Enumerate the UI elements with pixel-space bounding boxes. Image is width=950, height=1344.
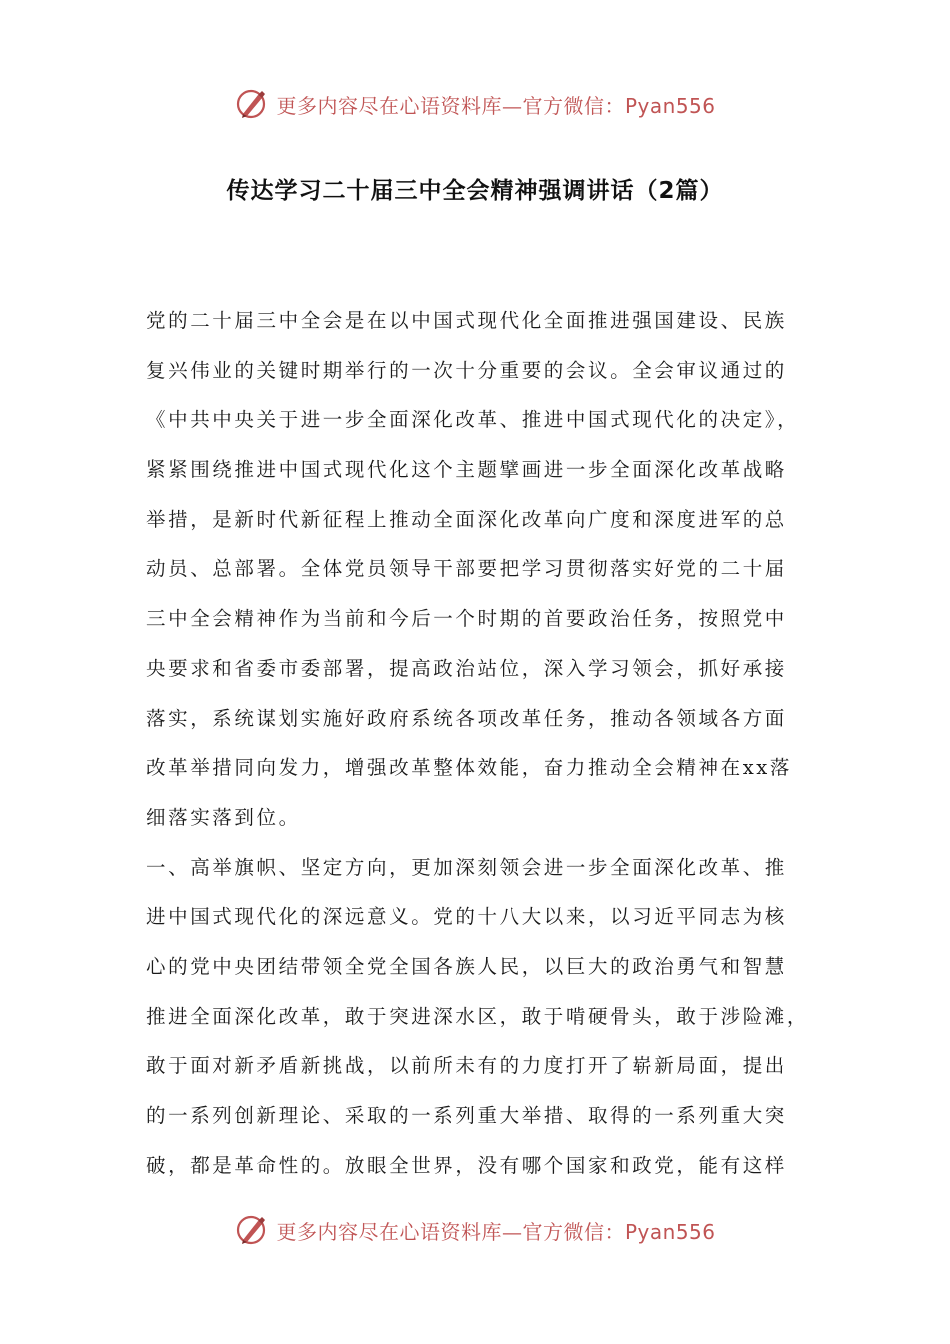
body-line: 的一系列创新理论、采取的一系列重大举措、取得的一系列重大突	[146, 1104, 787, 1127]
pen-logo-icon	[234, 86, 270, 122]
body-line: 落实，系统谋划实施好政府系统各项改革任务，推动各领域各方面	[146, 706, 787, 730]
body-line: 破，都是革命性的。放眼全世界，没有哪个国家和政党，能有这样	[146, 1153, 787, 1177]
body-line: 心的党中央团结带领全党全国各族人民，以巨大的政治勇气和智慧	[146, 954, 787, 978]
footer-banner-wechat-id: Pyan556	[624, 1219, 716, 1244]
body-line: 紧紧围绕推进中国式现代化这个主题擘画进一步全面深化改革战略	[146, 458, 787, 482]
body-line: 细落实落到位。	[146, 805, 301, 829]
body-line: 动员、总部署。全体党员领导干部要把学习贯彻落实好党的二十届	[146, 557, 787, 581]
header-watermark-banner	[0, 82, 950, 126]
body-line: 改革举措同向发力，增强改革整体效能，奋力推动全会精神在xx落	[146, 756, 792, 780]
body-line: 三中全会精神作为当前和今后一个时期的首要政治任务，按照党中	[146, 607, 787, 631]
body-line: 敢于面对新矛盾新挑战，以前所未有的力度打开了崭新局面，提出	[146, 1054, 787, 1078]
header-banner-wechat-id: Pyan556	[624, 93, 716, 118]
document-title: 传达学习二十届三中全会精神强调讲话（2篇）	[226, 178, 724, 204]
footer-banner-text	[276, 1216, 715, 1245]
body-line: 一、高举旗帜、坚定方向，更加深刻领会进一步全面深化改革、推	[146, 855, 787, 879]
footer-watermark-banner	[0, 1208, 950, 1252]
body-line: 进中国式现代化的深远意义。党的十八大以来，以习近平同志为核	[146, 905, 787, 929]
body-line: 《中共中央关于进一步全面深化改革、推进中国式现代化的决定》，	[146, 408, 800, 432]
body-line: 央要求和省委市委部署，提高政治站位，深入学习领会，抓好承接	[146, 656, 787, 680]
body-line: 举措，是新时代新征程上推动全面深化改革向广度和深度进军的总	[146, 507, 787, 531]
body-line: 党的二十届三中全会是在以中国式现代化全面推进强国建设、民族	[146, 309, 787, 332]
footer-banner-label: 更多内容尽在心语资料库—官方微信：	[276, 1219, 625, 1244]
document-body	[146, 296, 816, 1190]
body-line: 推进全面深化改革，敢于突进深水区，敢于啃硬骨头，敢于涉险滩，	[146, 1004, 810, 1028]
header-banner-text	[276, 90, 715, 119]
body-line: 复兴伟业的关键时期举行的一次十分重要的会议。全会审议通过的	[146, 358, 787, 382]
pen-logo-icon	[234, 1212, 270, 1248]
header-banner-label: 更多内容尽在心语资料库—官方微信：	[276, 93, 625, 118]
